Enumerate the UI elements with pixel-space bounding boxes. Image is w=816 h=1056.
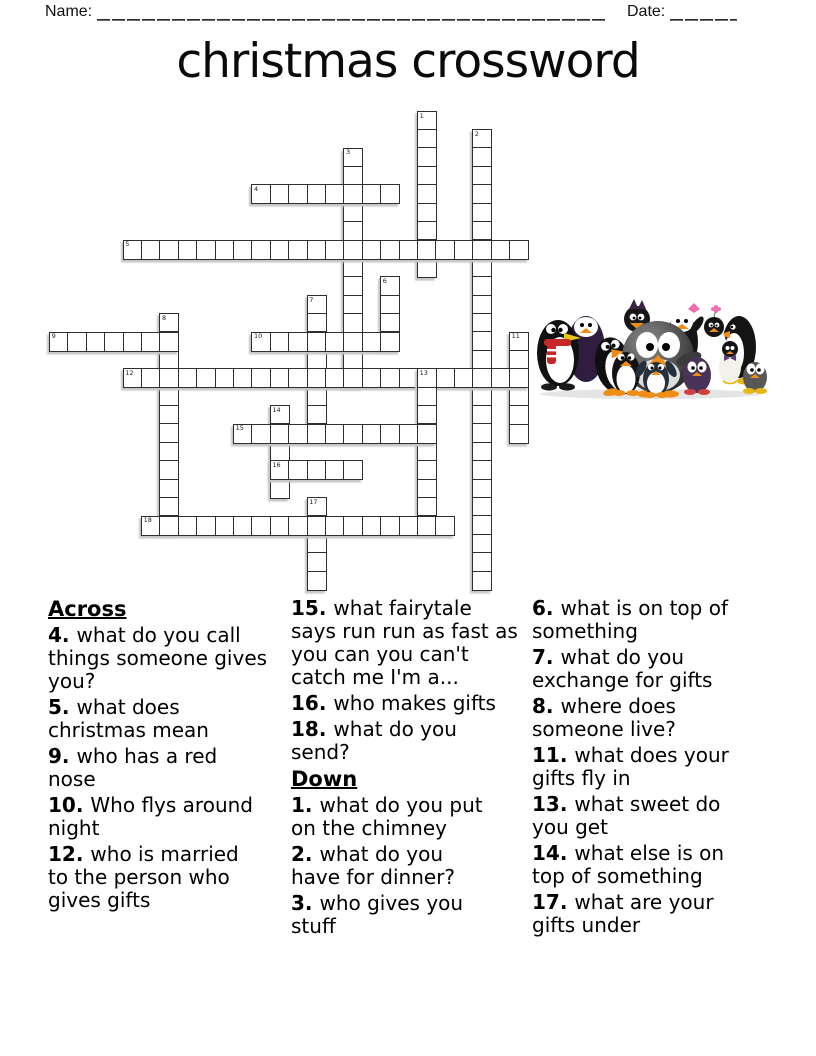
cell-number: 6 [382,277,387,286]
grid-cell[interactable] [472,295,492,315]
grid-cell[interactable] [509,240,529,260]
grid-cell[interactable] [343,295,363,315]
clue-down-7 [532,646,782,692]
grid-cell[interactable] [380,240,400,260]
cell-number: 16 [272,461,281,470]
grid-cell[interactable] [417,129,437,149]
grid-cell[interactable] [141,332,161,352]
grid-cell[interactable] [472,184,492,204]
grid-cell[interactable] [159,240,179,260]
clue-down-14 [532,842,782,888]
grid-cell[interactable] [307,350,327,370]
grid-cell[interactable] [343,313,363,333]
grid-cell[interactable] [196,240,216,260]
clue-line: gives gifts [48,888,151,912]
grid-cell[interactable] [270,332,290,352]
grid-cell[interactable] [472,515,492,535]
grid-cell[interactable] [343,258,363,278]
word-17-down [307,497,327,591]
clue-across-12 [48,843,298,912]
grid-cell[interactable] [325,184,345,204]
grid-cell[interactable] [435,516,455,536]
grid-cell[interactable] [215,240,235,260]
grid-cell[interactable] [343,203,363,223]
grid-cell[interactable] [325,424,345,444]
grid-cell[interactable] [159,479,179,499]
grid-cell[interactable] [307,424,327,444]
clue-number: 12. [48,842,91,866]
grid-cell[interactable] [159,423,179,443]
grid-cell[interactable] [509,405,529,425]
clue-line: 6. what is on top of [532,596,728,620]
name-label: Name: [45,3,93,20]
grid-cell[interactable] [472,387,492,407]
clue-line: 9. who has a red [48,744,218,768]
grid-cell[interactable] [343,516,363,536]
grid-cell[interactable] [362,240,382,260]
clue-line: 12. who is married [48,842,239,866]
page-title: christmas crossword [176,34,640,89]
clue-number: 10. [48,793,91,817]
clue-line: 2. what do you [291,842,444,866]
clue-line: 1. what do you put [291,793,483,817]
clue-down-1 [291,794,541,840]
grid-cell[interactable] [472,350,492,370]
clue-across-18 [291,718,541,764]
clue-line: says run run as fast as [291,619,518,643]
grid-cell[interactable] [454,368,474,388]
clue-line: have for dinner? [291,865,456,889]
grid-cell[interactable] [417,479,437,499]
grid-cell[interactable] [307,460,327,480]
grid-cell[interactable] [472,552,492,572]
word-12-across [123,368,529,388]
clue-line: on the chimney [291,816,447,840]
clue-across-4 [48,624,298,693]
grid-cell[interactable] [86,332,106,352]
grid-cell[interactable] [472,571,492,591]
word-2-down [472,129,492,591]
grid-cell[interactable] [380,295,400,315]
across-header: Across [48,597,127,621]
grid-cell[interactable] [307,332,327,352]
grid-cell[interactable] [270,479,290,499]
clue-line: you? [48,669,96,693]
grid-cell[interactable] [472,442,492,462]
cell-number: 1 [419,111,424,120]
clue-line: catch me I'm a... [291,665,459,689]
clue-line: 13. what sweet do [532,792,721,816]
grid-cell[interactable] [215,368,235,388]
clue-line: 5. what does [48,695,180,719]
grid-cell[interactable] [380,184,400,204]
grid-cell[interactable] [123,332,143,352]
grid-cell[interactable] [417,516,437,536]
grid-cell[interactable] [509,350,529,370]
clue-down-3 [291,892,541,938]
grid-cell[interactable] [159,368,179,388]
clue-number: 13. [532,792,575,816]
clue-down-13 [532,793,782,839]
grid-cell[interactable] [472,479,492,499]
clue-line: 17. what are your [532,890,714,914]
clue-line: 14. what else is on [532,841,725,865]
grid-cell[interactable] [417,166,437,186]
clue-number: 5. [48,695,77,719]
grid-cell[interactable] [399,516,419,536]
grid-cell[interactable] [307,240,327,260]
clue-column-1 [48,597,298,915]
grid-cell[interactable] [270,368,290,388]
grid-cell[interactable] [509,368,529,388]
clue-line: you can you can't [291,642,469,666]
grid-cell[interactable] [251,424,271,444]
grid-cell[interactable] [362,332,382,352]
word-13-down [417,368,437,535]
cell-number: 2 [474,129,479,138]
penguins-image [534,297,767,400]
grid-cell[interactable] [472,221,492,241]
cell-number: 10 [254,332,263,341]
grid-cell[interactable] [343,276,363,296]
down-header: Down [291,767,358,791]
grid-cell[interactable] [417,424,437,444]
grid-cell[interactable] [141,368,161,388]
grid-cell[interactable] [307,552,327,572]
grid-cell[interactable] [178,368,198,388]
clue-line: top of something [532,864,703,888]
clue-number: 14. [532,841,575,865]
grid-cell[interactable] [67,332,87,352]
grid-cell[interactable] [288,368,308,388]
cell-number: 14 [272,405,281,414]
grid-cell[interactable] [472,331,492,351]
grid-cell[interactable] [307,387,327,407]
grid-cell[interactable] [307,516,327,536]
clue-number: 6. [532,596,561,620]
grid-cell[interactable] [288,516,308,536]
grid-cell[interactable] [233,240,253,260]
grid-cell[interactable] [362,184,382,204]
clue-across-15 [291,597,541,689]
grid-cell[interactable] [472,166,492,186]
grid-cell[interactable] [472,258,492,278]
grid-cell[interactable] [307,368,327,388]
cell-number: 18 [143,516,152,525]
cell-number: 13 [419,369,428,378]
grid-cell[interactable] [251,368,271,388]
clue-line: 10. Who flys around [48,793,253,817]
cell-number: 7 [309,295,314,304]
grid-cell[interactable] [159,442,179,462]
clue-number: 3. [291,891,320,915]
word-15-across [233,424,437,444]
cell-number: 15 [235,424,244,433]
grid-cell[interactable] [417,184,437,204]
grid-cell[interactable] [288,332,308,352]
grid-cell[interactable] [472,313,492,333]
clue-down-11 [532,744,782,790]
grid-cell[interactable] [380,516,400,536]
clue-line: 16. who makes gifts [291,691,496,715]
word-9-across [49,332,179,352]
clue-line: gifts under [532,913,641,937]
grid-cell[interactable] [159,460,179,480]
grid-cell[interactable] [288,184,308,204]
clue-line: 4. what do you call [48,623,241,647]
word-10-across [251,332,400,352]
grid-cell[interactable] [343,424,363,444]
grid-cell[interactable] [233,516,253,536]
grid-cell[interactable] [343,460,363,480]
word-16-across [270,460,364,480]
cell-number: 11 [511,332,520,341]
clue-line: things someone gives [48,646,268,670]
grid-cell[interactable] [343,221,363,241]
clue-number: 1. [291,793,320,817]
clue-line: send? [291,740,350,764]
clue-number: 8. [532,694,561,718]
clue-line: someone live? [532,717,676,741]
grid-cell[interactable] [472,203,492,223]
clue-down-6 [532,597,782,643]
grid-cell[interactable] [454,240,474,260]
grid-cell[interactable] [472,405,492,425]
grid-cell[interactable] [417,221,437,241]
word-14-down [270,405,290,499]
grid-cell[interactable] [104,332,124,352]
grid-cell[interactable] [491,240,511,260]
word-5-across [123,240,529,260]
grid-cell[interactable] [417,240,437,260]
grid-cell[interactable] [399,424,419,444]
grid-cell[interactable] [288,240,308,260]
grid-cell[interactable] [417,497,437,517]
grid-cell[interactable] [159,497,179,517]
clue-line: stuff [291,914,336,938]
cell-number: 17 [309,497,318,506]
grid-cell[interactable] [417,147,437,167]
cell-number: 3 [346,148,351,157]
clue-line: something [532,619,638,643]
grid-cell[interactable] [380,313,400,333]
grid-cell[interactable] [141,240,161,260]
clue-line: nose [48,767,96,791]
grid-cell[interactable] [380,368,400,388]
clue-number: 2. [291,842,320,866]
grid-cell[interactable] [472,423,492,443]
grid-cell[interactable] [472,147,492,167]
grid-cell[interactable] [270,240,290,260]
clue-down-17 [532,891,782,937]
grid-cell[interactable] [417,442,437,462]
clue-line: 11. what does your [532,743,729,767]
grid-cell[interactable] [417,258,437,278]
clue-line: to the person who [48,865,230,889]
clue-line: night [48,816,100,840]
clue-number: 15. [291,596,334,620]
grid-cell[interactable] [380,332,400,352]
grid-cell[interactable] [270,442,290,462]
grid-cell[interactable] [307,571,327,591]
word-18-across [141,516,455,536]
grid-cell[interactable] [159,332,179,352]
grid-cell[interactable] [362,424,382,444]
grid-cell[interactable] [233,368,253,388]
clue-line: 3. who gives you [291,891,464,915]
grid-cell[interactable] [435,240,455,260]
grid-cell[interactable] [472,276,492,296]
grid-cell[interactable] [343,368,363,388]
grid-cell[interactable] [472,534,492,554]
grid-cell[interactable] [159,387,179,407]
grid-cell[interactable] [196,516,216,536]
grid-cell[interactable] [270,424,290,444]
grid-cell[interactable] [270,184,290,204]
cell-number: 9 [51,332,56,341]
clue-across-10 [48,794,298,840]
clue-number: 9. [48,744,77,768]
clue-down-2 [291,843,541,889]
grid-cell[interactable] [417,203,437,223]
cell-number: 4 [254,185,259,194]
clue-across-9 [48,745,298,791]
grid-cell[interactable] [380,424,400,444]
grid-cell[interactable] [288,460,308,480]
grid-cell[interactable] [307,184,327,204]
grid-cell[interactable] [159,350,179,370]
grid-cell[interactable] [307,313,327,333]
grid-cell[interactable] [325,516,345,536]
grid-cell[interactable] [399,368,419,388]
grid-cell[interactable] [435,368,455,388]
grid-cell[interactable] [417,387,437,407]
clue-across-16 [291,692,541,715]
grid-cell[interactable] [159,516,179,536]
grid-cell[interactable] [417,405,437,425]
word-4-across [251,184,400,204]
cell-number: 5 [125,240,130,249]
grid-cell[interactable] [270,516,290,536]
clue-line: 18. what do you [291,717,457,741]
grid-cell[interactable] [343,332,363,352]
cell-number: 12 [125,369,134,378]
date-label: Date: [627,3,666,20]
grid-cell[interactable] [251,240,271,260]
grid-cell[interactable] [472,240,492,260]
grid-cell[interactable] [159,405,179,425]
grid-cell[interactable] [362,516,382,536]
clue-column-2 [291,597,541,941]
grid-cell[interactable] [472,368,492,388]
grid-cell[interactable] [362,368,382,388]
clue-across-5 [48,696,298,742]
clue-line: 15. what fairytale [291,596,472,620]
clue-down-8 [532,695,782,741]
grid-cell[interactable] [399,240,419,260]
grid-cell[interactable] [472,497,492,517]
clue-number: 11. [532,743,575,767]
grid-cell[interactable] [325,460,345,480]
grid-cell[interactable] [343,240,363,260]
penguin-gray-small [743,362,767,394]
clue-line: gifts fly in [532,766,631,790]
clue-column-3 [532,597,782,940]
grid-cell[interactable] [251,516,271,536]
cell-number: 8 [162,313,167,322]
grid-cell[interactable] [325,240,345,260]
grid-cell[interactable] [509,424,529,444]
grid-cell[interactable] [509,387,529,407]
clue-number: 18. [291,717,334,741]
grid-cell[interactable] [417,460,437,480]
grid-cell[interactable] [343,184,363,204]
penguin-bowtie [719,341,741,383]
grid-cell[interactable] [215,516,235,536]
grid-cell[interactable] [325,368,345,388]
grid-cell[interactable] [178,516,198,536]
clue-line: exchange for gifts [532,668,713,692]
clue-number: 17. [532,890,575,914]
grid-cell[interactable] [288,424,308,444]
clue-line: 8. where does [532,694,676,718]
grid-cell[interactable] [491,368,511,388]
grid-cell[interactable] [178,240,198,260]
clue-line: christmas mean [48,718,209,742]
clue-line: you get [532,815,608,839]
grid-cell[interactable] [196,368,216,388]
grid-cell[interactable] [472,460,492,480]
grid-cell[interactable] [307,534,327,554]
clue-number: 16. [291,691,334,715]
clue-line: 7. what do you [532,645,685,669]
clue-number: 4. [48,623,77,647]
grid-cell[interactable] [325,332,345,352]
grid-cell[interactable] [343,166,363,186]
grid-cell[interactable] [343,350,363,370]
grid-cell[interactable] [307,405,327,425]
clue-number: 7. [532,645,561,669]
